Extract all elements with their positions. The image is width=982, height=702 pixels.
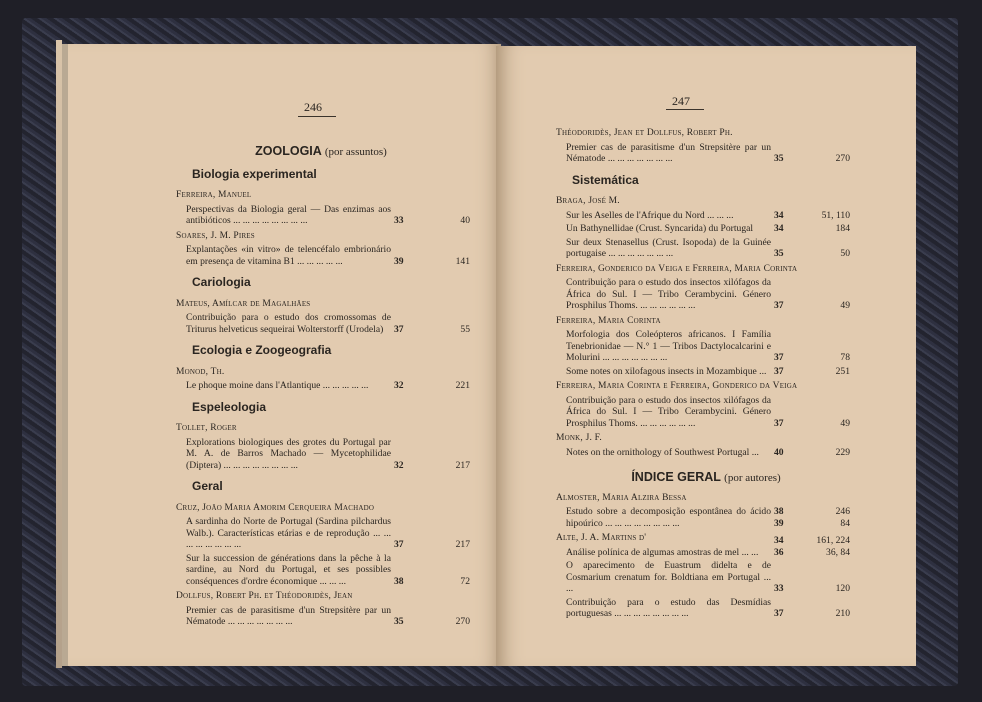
volume-number: 38 [394,575,404,587]
author-name: Monod, Th. [176,366,225,377]
page-reference: 210 [835,608,850,619]
author-name: Mateus, Amílcar de Magalhães [176,298,311,309]
volume-number: 37 [774,300,784,311]
author-name: Alte, J. A. Martins d' [556,533,647,543]
left-page [62,44,501,666]
volume-number: 37 [774,352,784,363]
index-entry [176,244,470,267]
index-entry [556,506,856,529]
index-entry [556,447,856,459]
volume-number: 37 [774,608,784,619]
volume-number: 34 [774,209,784,221]
author-name: Ferreira, Gonderico da Veiga e Ferreira, Maria Corinta [556,263,798,274]
index-entry [556,142,856,165]
entry-title: Explorations biologiques des grotes du Portugal par M. A. de Barros Machado — Mycetophilidae (Diptera) ... ... ... ... ... ... ... ... [186,436,391,471]
volume-number: 34 [774,223,784,234]
entry-title: Morfologia dos Coleópteros africanos. I Família Tenebrionidae — N.° 1 — Tribos Dactylocalcarini e Molurini ... ... ... ... ... ... ... [566,329,771,363]
volume-number: 37 [774,365,784,377]
page-reference: 217 [455,459,470,471]
subject-heading: Cariologia [192,275,251,289]
page-reference: 50 [840,248,850,259]
entry-title: Explantações «in vitro» de telencéfalo embrionário em presença de vitamina B1 ... ... ... ... ... [186,244,391,267]
subject-heading: Sistemática [572,172,639,187]
author-name: Ferreira, Maria Corinta e Ferreira, Gonderico da Veiga [556,381,798,391]
index-entry [556,223,856,235]
author-name: Almoster, Maria Alzira Bessa [556,492,687,503]
page-reference: 78 [840,352,850,363]
entry-title: Contribuição para o estudo dos insectos xilófagos da África do Sul. I — Tribo Cerambycini. Género Prosphilus Thoms. ... ... ... ... ... ... [566,277,771,311]
index-entry [556,395,856,430]
author-name: Tollet, Roger [176,423,237,433]
index-entry [556,597,856,620]
entry-title: Contribuição para o estudo dos insectos xilófagos da África do Sul. I — Tribo Cerambycini. Género Prosphilus Thoms. ... ... ... ... ... ... [566,394,771,429]
page-reference: 270 [835,153,850,164]
volume-number: 40 [774,446,784,458]
volume-number: 33 [394,215,404,226]
volume-number: 38 39 [774,506,784,529]
author-name: Monk, J. F. [556,433,602,443]
page-reference: 49 [840,300,850,311]
subject-heading: Espeleologia [192,399,267,414]
entry-title: Notes on the ornithology of Southwest Portugal ... [566,446,759,458]
volume-number: 37 [394,323,404,335]
page-reference: 246 84 [835,506,850,529]
entry-title: Sur les Aselles de l'Afrique du Nord ... ... ... [566,209,734,221]
entry-title: Sur la succession de générations dans la pêche à la sardine, au Nord du Portugal, et ses possibles conséquences d'ordre économique ... ... ... [186,552,391,587]
volume-number: 33 [774,583,784,594]
index-entry [176,380,470,392]
entry-title: Premier cas de parasitisme d'un Strepsitère par un Nématode ... ... ... ... ... ... ... [186,604,391,627]
page-reference: 40 [460,215,470,226]
entry-title: Some notes on xilofagous insects in Mozambique ... [566,365,767,377]
volume-number: 39 [394,255,404,267]
page-reference: 270 [455,616,470,627]
entry-title: Estudo sobre a decomposição espontânea do ácido hipoúrico ... ... ... ... ... ... ... ... [566,506,771,529]
entry-title: Contribuição para o estudo dos cromossomas de Triturus helveticus sequeirai Wolterstorff (Urodela) [186,312,391,335]
index-entry [556,237,856,260]
right-page [496,46,916,666]
index-entry [556,329,856,364]
section-title [176,146,466,159]
index-entry [556,277,856,312]
index-entry [556,366,856,378]
subject-heading: Biologia experimental [192,166,317,181]
page-reference: 72 [460,575,470,587]
page-number: 246 [304,100,322,114]
entry-title: Análise polínica de algumas amostras de mel ... ... [566,546,759,558]
page-reference: 120 [835,583,850,594]
page-reference: 184 [835,223,850,234]
page-reference: 251 [835,365,850,377]
entry-title: Un Bathynellidae (Crust. Syncarida) du Portugal [566,223,754,234]
entry-title: Premier cas de parasitisme d'un Strepsitère par un Nématode ... ... ... ... ... ... ... [566,141,771,164]
index-entry [176,604,470,628]
page-reference: 51, 110 [821,209,850,221]
title-sub: (por assuntos) [324,146,387,158]
title-main: ZOOLOGIA [255,144,322,158]
author-name: Dollfus, Robert Ph. et Théodoridès, Jean [176,591,353,601]
page-reference: 221 [455,380,470,391]
index-entry [176,203,470,227]
author-name: Soares, J. M. Pires [176,230,255,241]
volume-number: 35 [394,616,404,627]
entry-title: Sur deux Stenasellus (Crust. Isopoda) de la Guinée portugaise ... ... ... ... ... ... ... [566,236,771,259]
entry-title: Perspectivas da Biologia geral — Das enzimas aos antibióticos ... ... ... ... ... ... ... ... [186,203,391,226]
page-reference: 49 [840,417,850,429]
author-name: Théodoridès, Jean et Dollfus, Robert Ph. [556,128,733,138]
page-number: 247 [672,94,690,108]
divider [666,109,704,110]
page-reference: 161, 224 36, 84 [816,535,850,558]
right-content [556,124,856,622]
author-name: Cruz, João Maria Amorim Cerqueira Machado [176,502,375,513]
index-entry [176,552,470,588]
volume-number: 35 [774,153,784,164]
divider [298,116,336,117]
volume-number: 32 [394,380,404,391]
subject-heading: Geral [192,479,223,493]
author-name: Ferreira, Maria Corinta [556,315,661,326]
page-reference: 55 [460,323,470,335]
volume-number: 34 36 [774,535,784,558]
volume-number: 35 [774,248,784,259]
index-entry [176,312,470,335]
index-entry [176,516,470,551]
title-main: ÍNDICE GERAL [631,470,721,484]
page-reference: 229 [835,446,850,458]
entry-title: Contribuição para o estudo das Desmídias portuguesas ... ... ... ... ... ... ... ... [566,596,771,619]
title-sub: (por autores) [724,472,781,484]
section-title [556,472,856,485]
volume-number: 37 [774,417,784,429]
entry-title: A sardinha do Norte de Portugal (Sardina pilchardus Walb.). Características etárias e de reprodução ... ... ... ... ... ... ... ... [186,516,391,550]
author-name: Ferreira, Manuel [176,190,252,200]
volume-number: 37 [394,539,404,550]
volume-number: 32 [394,459,404,471]
entry-title: O aparecimento de Euastrum didelta e de Cosmarium crenatum for. Boldtiana em Portugal ... ... [566,560,771,594]
entry-title: Le phoque moine dans l'Atlantique ... ... ... ... ... [186,380,369,391]
author-name: Braga, José M. [556,196,620,206]
left-content [176,140,470,630]
index-entry [176,436,470,472]
page-reference: 217 [455,539,470,550]
index-entry [556,210,856,222]
subject-heading: Ecologia e Zoogeografia [192,343,332,357]
index-entry [556,560,856,595]
page-reference: 141 [455,255,470,267]
